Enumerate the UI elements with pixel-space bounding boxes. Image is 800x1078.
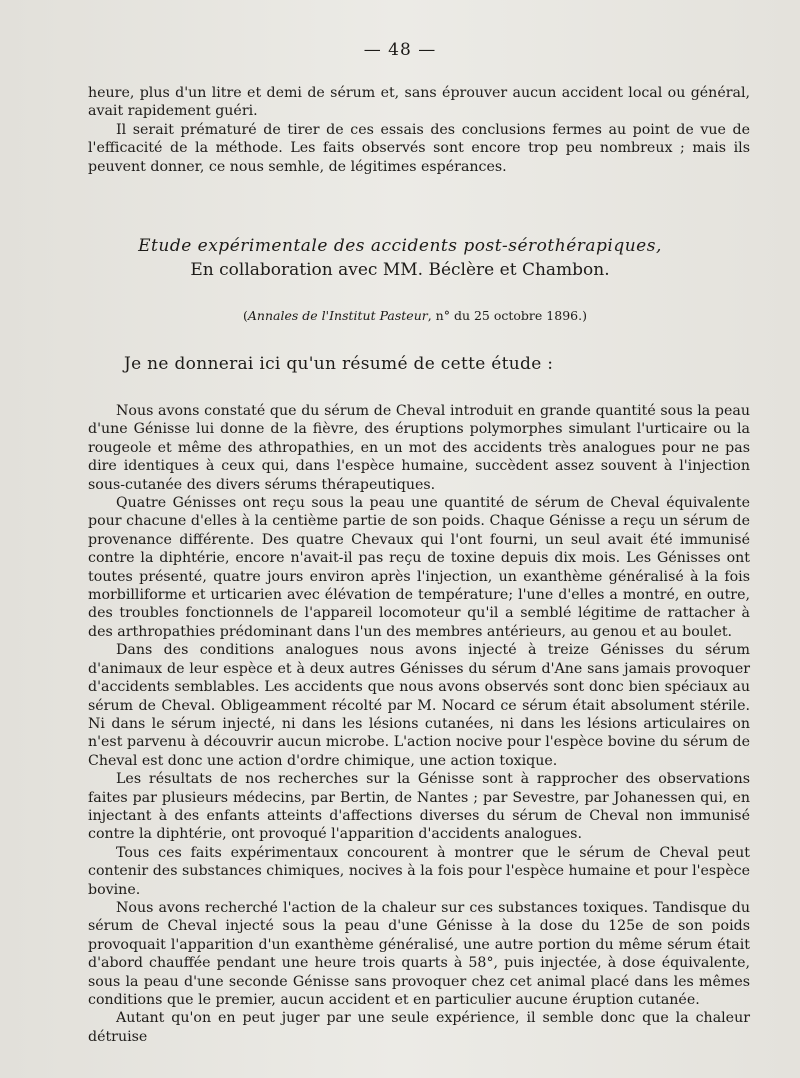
paragraph: Quatre Génisses ont reçu sous la peau une quantité de sérum de Cheval équivalente pour chacune d'elles à la centième partie de son poids. Chaque Génisse a reçu un sérum de provenance différente. Des quatre Chevaux qui l'ont fourni, un seul avait été immunisé contre la diphtérie, encore n'avait-il pas reçu de toxine depuis dix mois. Les Génisses ont toutes présenté, quatre jours environ après l'injection, un exanthème généralisé à la fois morbilliforme et urticarien avec élévation de température; l'une d'elles a montré, en outre, des troubles fonctionnels de l'appareil locomoteur qu'il a semblé légitime de rattacher à des arthropathies prédominant dans l'un des membres antérieurs, au genou et au boulet. xyxy=(88,495,750,640)
page-number: — 48 — xyxy=(363,40,437,60)
section-subtitle: En collaboration avec MM. Béclère et Chambon. xyxy=(190,260,610,280)
paragraph: Nous avons constaté que du sérum de Cheval introduit en grande quantité sous la peau d'une Génisse lui donne de la fièvre, des éruptions polymorphes simulant l'urticaire ou la rougeole et même des athropathies, en un mot des accidents très analogues pour ne pas dire identiques à ceux qui, dans l'espèce humaine, succèdent assez souvent à l'injection sous-cutanée des divers sérums thérapeutiques. xyxy=(88,403,750,493)
paragraph: Autant qu'on en peut juger par une seule expérience, il semble donc que la chaleur détruise xyxy=(88,1010,750,1045)
body-text xyxy=(88,402,750,1046)
summary-intro: Je ne donnerai ici qu'un résumé de cette étude : xyxy=(124,354,554,374)
paragraph: Il serait prématuré de tirer de ces essais des conclusions fermes au point de vue de l'efficacité de la méthode. Les faits observés sont encore trop peu nombreux ; mais ils peuvent donner, ce nous semhle, de légitimes espérances. xyxy=(88,121,750,175)
citation: (Annales de l'Institut Pasteur, n° du 25 octobre 1896.) xyxy=(243,308,587,323)
paragraph: heure, plus d'un litre et demi de sérum et, sans éprouver aucun accident local ou général, avait rapidement guéri. xyxy=(88,85,750,120)
citation-details: , n° du 25 octobre 1896. xyxy=(427,308,583,323)
paragraph: Tous ces faits expérimentaux concourent à montrer que le sérum de Cheval peut contenir des substances chimiques, nocives à la fois pour l'espèce humaine et pour l'espèce bovine. xyxy=(88,844,750,898)
paragraph: Nous avons recherché l'action de la chaleur sur ces substances toxiques. Tandisque du sérum de Cheval injecté sous la peau d'une Génisse à la dose du 125e de son poids provoquait l'apparition d'un exanthème généralisé, une autre portion du même sérum était d'abord chauffée pendant une heure trois quarts à 58°, puis injectée, à dose équivalente, sous la peau d'une seconde Génisse sans provoquer chez cet animal placé dans les mêmes conditions que le premier, aucun accident et en particulier aucune éruption cutanée. xyxy=(88,899,750,1008)
citation-journal: Annales de l'Institut Pasteur xyxy=(247,308,428,323)
paragraph: Dans des conditions analogues nous avons injecté à treize Génisses du sérum d'animaux de leur espèce et à deux autres Génisses du sérum d'Ane sans jamais provoquer d'accidents semblables. Les accidents que nous avons observés sont donc bien spéciaux au sérum de Cheval. Obligeamment récolté par M. Nocard ce sérum était absolument stérile. Ni dans le sérum injecté, ni dans les lésions cutanées, ni dans les lésions articulaires on n'est parvenu à découvrir aucun microbe. L'action nocive pour l'espèce bovine du sérum de Cheval est donc une action d'ordre chimique, une action toxique. xyxy=(88,642,750,769)
intro-text xyxy=(88,84,750,176)
paragraph: Les résultats de nos recherches sur la Génisse sont à rapprocher des observations faites par plusieurs médecins, par Bertin, de Nantes ; par Sevestre, par Johanessen qui, en injectant à des enfants atteints d'affections diverses du sérum de Cheval non immunisé contre la diphtérie, ont provoqué l'apparition d'accidents analogues. xyxy=(88,771,750,843)
section-title: Etude expérimentale des accidents post-sérothérapiques, xyxy=(138,236,662,256)
